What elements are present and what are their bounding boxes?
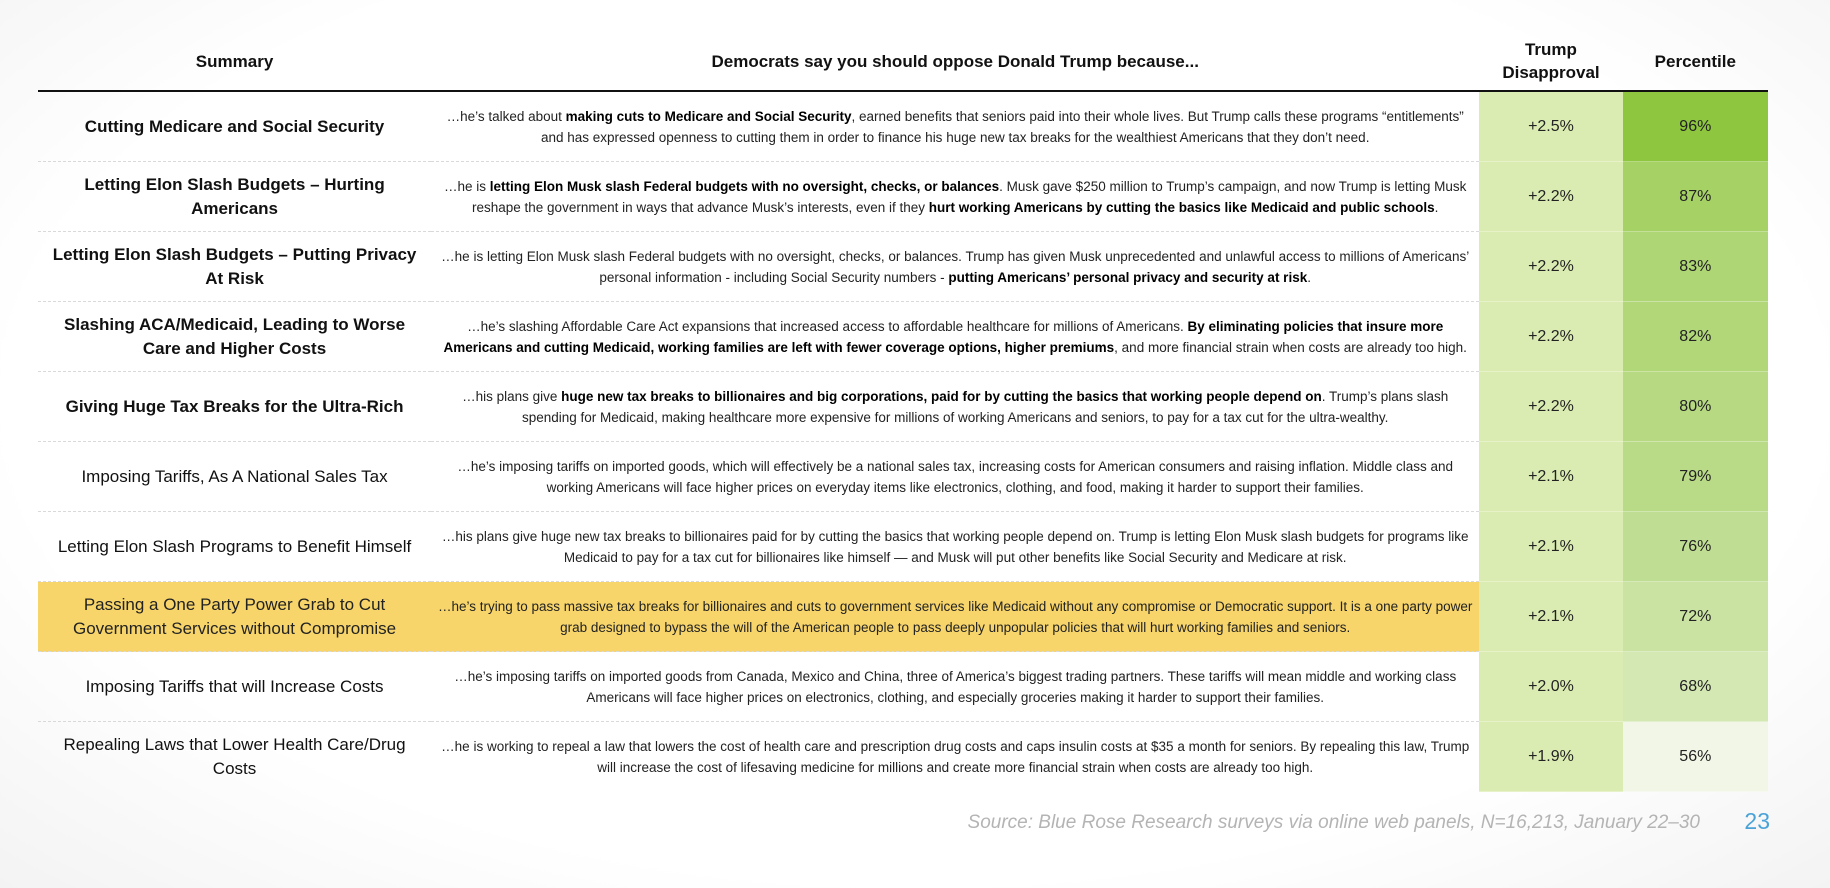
- row-percentile-value: 80%: [1623, 372, 1768, 442]
- row-percentile-value: 56%: [1623, 722, 1768, 792]
- disapproval-column-header: [1479, 36, 1622, 91]
- description-text: …he’s imposing tariffs on imported goods, which will effectively be a national sales tax, increasing costs for American consumers and raising inflation. Middle class and working Americans will face higher prices on everyday items like electronics, clothing, and food, making it harder to support their families.: [457, 458, 1454, 495]
- row-summary: Letting Elon Slash Programs to Benefit Himself: [38, 512, 431, 582]
- row-summary: Imposing Tariffs that will Increase Costs: [38, 652, 431, 722]
- row-disapproval-value: +2.5%: [1479, 91, 1622, 162]
- results-table: [38, 36, 1768, 792]
- row-disapproval-value: +2.1%: [1479, 512, 1622, 582]
- row-disapproval-value: +2.0%: [1479, 652, 1622, 722]
- row-disapproval-value: +2.1%: [1479, 582, 1622, 652]
- table-row: [38, 91, 1768, 162]
- row-percentile-value: 83%: [1623, 232, 1768, 302]
- row-summary: Letting Elon Slash Budgets – Putting Privacy At Risk: [38, 232, 431, 302]
- description-text: …his plans give huge new tax breaks to billionaires paid for by cutting the basics that working people depend on. Trump is letting Elon Musk slash budgets for programs like Medicaid to pay for a tax cut for billionaires like himself — and Musk will put other benefits like Social Security and Medicare at risk.: [441, 528, 1469, 565]
- row-summary: Imposing Tariffs, As A National Sales Tax: [38, 442, 431, 512]
- description-text: …he is working to repeal a law that lowers the cost of health care and prescription drug costs and caps insulin costs at $35 a month for seniors. By repealing this law, Trump will increase the cost of lifesaving medicine for millions and create more financial strain when costs are already too high.: [441, 738, 1470, 775]
- description-emphasis: letting Elon Musk slash Federal budgets with no oversight, checks, or balances: [489, 178, 1000, 194]
- row-summary: Slashing ACA/Medicaid, Leading to Worse Care and Higher Costs: [38, 302, 431, 372]
- row-summary: Letting Elon Slash Budgets – Hurting Americans: [38, 162, 431, 232]
- row-description: [431, 512, 1479, 582]
- table-row: [38, 442, 1768, 512]
- table-row: [38, 232, 1768, 302]
- row-description: [431, 442, 1479, 512]
- row-disapproval-value: +2.2%: [1479, 162, 1622, 232]
- row-disapproval-value: +2.2%: [1479, 302, 1622, 372]
- row-description: [431, 162, 1479, 232]
- disapproval-header-line1: Trump: [1524, 40, 1577, 59]
- description-text: .: [1307, 269, 1311, 285]
- row-disapproval-value: +2.1%: [1479, 442, 1622, 512]
- description-text: , earned benefits that seniors paid into their whole lives. But Trump calls these programs “entitlements” and has expressed openness to cutting them in order to finance his huge new tax breaks for the wealthiest Americans that they don’t need.: [540, 108, 1464, 145]
- description-text: …he is: [444, 178, 490, 194]
- source-note: Source: Blue Rose Research surveys via online web panels, N=16,213, January 22–30: [967, 812, 1700, 833]
- row-description: [431, 232, 1479, 302]
- table-header-row: [38, 36, 1768, 91]
- row-disapproval-value: +2.2%: [1479, 372, 1622, 442]
- table-row: [38, 372, 1768, 442]
- row-description: [431, 722, 1479, 792]
- row-disapproval-value: +2.2%: [1479, 232, 1622, 302]
- disapproval-header-line2: Disapproval: [1502, 63, 1600, 82]
- row-description: [431, 652, 1479, 722]
- description-text: …he’s imposing tariffs on imported goods from Canada, Mexico and China, three of America’s biggest trading partners. These tariffs will mean middle and working class Americans will face higher prices on electronics, clothing, and especially groceries making it harder to support their families.: [454, 668, 1457, 705]
- description-text: . Trump’s plans slash spending for Medicaid, making healthcare more expensive for millions of working Americans and seniors, to pay for a tax cut for the ultra-wealthy.: [521, 388, 1449, 425]
- table-row: [38, 722, 1768, 792]
- table-row: [38, 582, 1768, 652]
- row-percentile-value: 96%: [1623, 91, 1768, 162]
- percentile-column-header: Percentile: [1623, 36, 1768, 91]
- row-percentile-value: 72%: [1623, 582, 1768, 652]
- description-text: .: [1434, 199, 1439, 215]
- summary-column-header: Summary: [38, 36, 431, 91]
- description-text: …he’s talked about: [446, 108, 566, 124]
- row-percentile-value: 82%: [1623, 302, 1768, 372]
- table-row: [38, 162, 1768, 232]
- description-text: . Musk gave $250 million to Trump’s campaign, and now Trump is letting Musk reshape the government in ways that advance Musk’s interests, even if they: [472, 178, 1467, 215]
- row-percentile-value: 87%: [1623, 162, 1768, 232]
- description-text: …he’s slashing Affordable Care Act expansions that increased access to affordable healthcare for millions of Americans.: [467, 318, 1188, 334]
- description-emphasis: By eliminating policies that insure more Americans and cutting Medicaid, working families are left with fewer coverage options, higher premiums: [443, 318, 1444, 355]
- table-body: [38, 91, 1768, 792]
- table-row: [38, 302, 1768, 372]
- description-emphasis: hurt working Americans by cutting the basics like Medicaid and public schools: [928, 199, 1435, 215]
- description-emphasis: huge new tax breaks to billionaires and big corporations, paid for by cutting the basics that working people depend on: [561, 388, 1322, 404]
- row-summary: Repealing Laws that Lower Health Care/Drug Costs: [63, 734, 406, 778]
- row-summary: Passing a One Party Power Grab to Cut Government Services without Compromise: [38, 582, 431, 652]
- description-column-header: Democrats say you should oppose Donald Trump because...: [431, 36, 1479, 91]
- row-summary: Cutting Medicare and Social Security: [38, 91, 431, 162]
- row-description: [431, 372, 1479, 442]
- row-disapproval-value: +1.9%: [1479, 722, 1622, 792]
- page-number: 23: [1744, 808, 1770, 834]
- description-text: …he is letting Elon Musk slash Federal budgets with no oversight, checks, or balances. Trump has given Musk unprecedented and unlawful access to millions of Americans’ personal information - including Social Security numbers -: [441, 248, 1470, 285]
- row-description: [431, 91, 1479, 162]
- row-description: [431, 302, 1479, 372]
- row-percentile-value: 68%: [1623, 652, 1768, 722]
- description-emphasis: putting Americans’ personal privacy and security at risk: [948, 269, 1308, 285]
- description-text: …he’s trying to pass massive tax breaks for billionaires and cuts to government services like Medicaid without any compromise or Democratic support. It is a one party power grab designed to bypass the will of the American people to pass deeply unpopular policies that will hurt working families and seniors.: [437, 598, 1473, 635]
- description-text: , and more financial strain when costs are already too high.: [1114, 339, 1467, 355]
- description-text: …his plans give: [462, 388, 562, 404]
- row-percentile-value: 79%: [1623, 442, 1768, 512]
- row-summary: Giving Huge Tax Breaks for the Ultra-Rich: [38, 372, 431, 442]
- row-percentile-value: 76%: [1623, 512, 1768, 582]
- table-row: [38, 512, 1768, 582]
- row-description: [431, 582, 1479, 652]
- description-emphasis: making cuts to Medicare and Social Security: [565, 108, 852, 124]
- table-row: [38, 652, 1768, 722]
